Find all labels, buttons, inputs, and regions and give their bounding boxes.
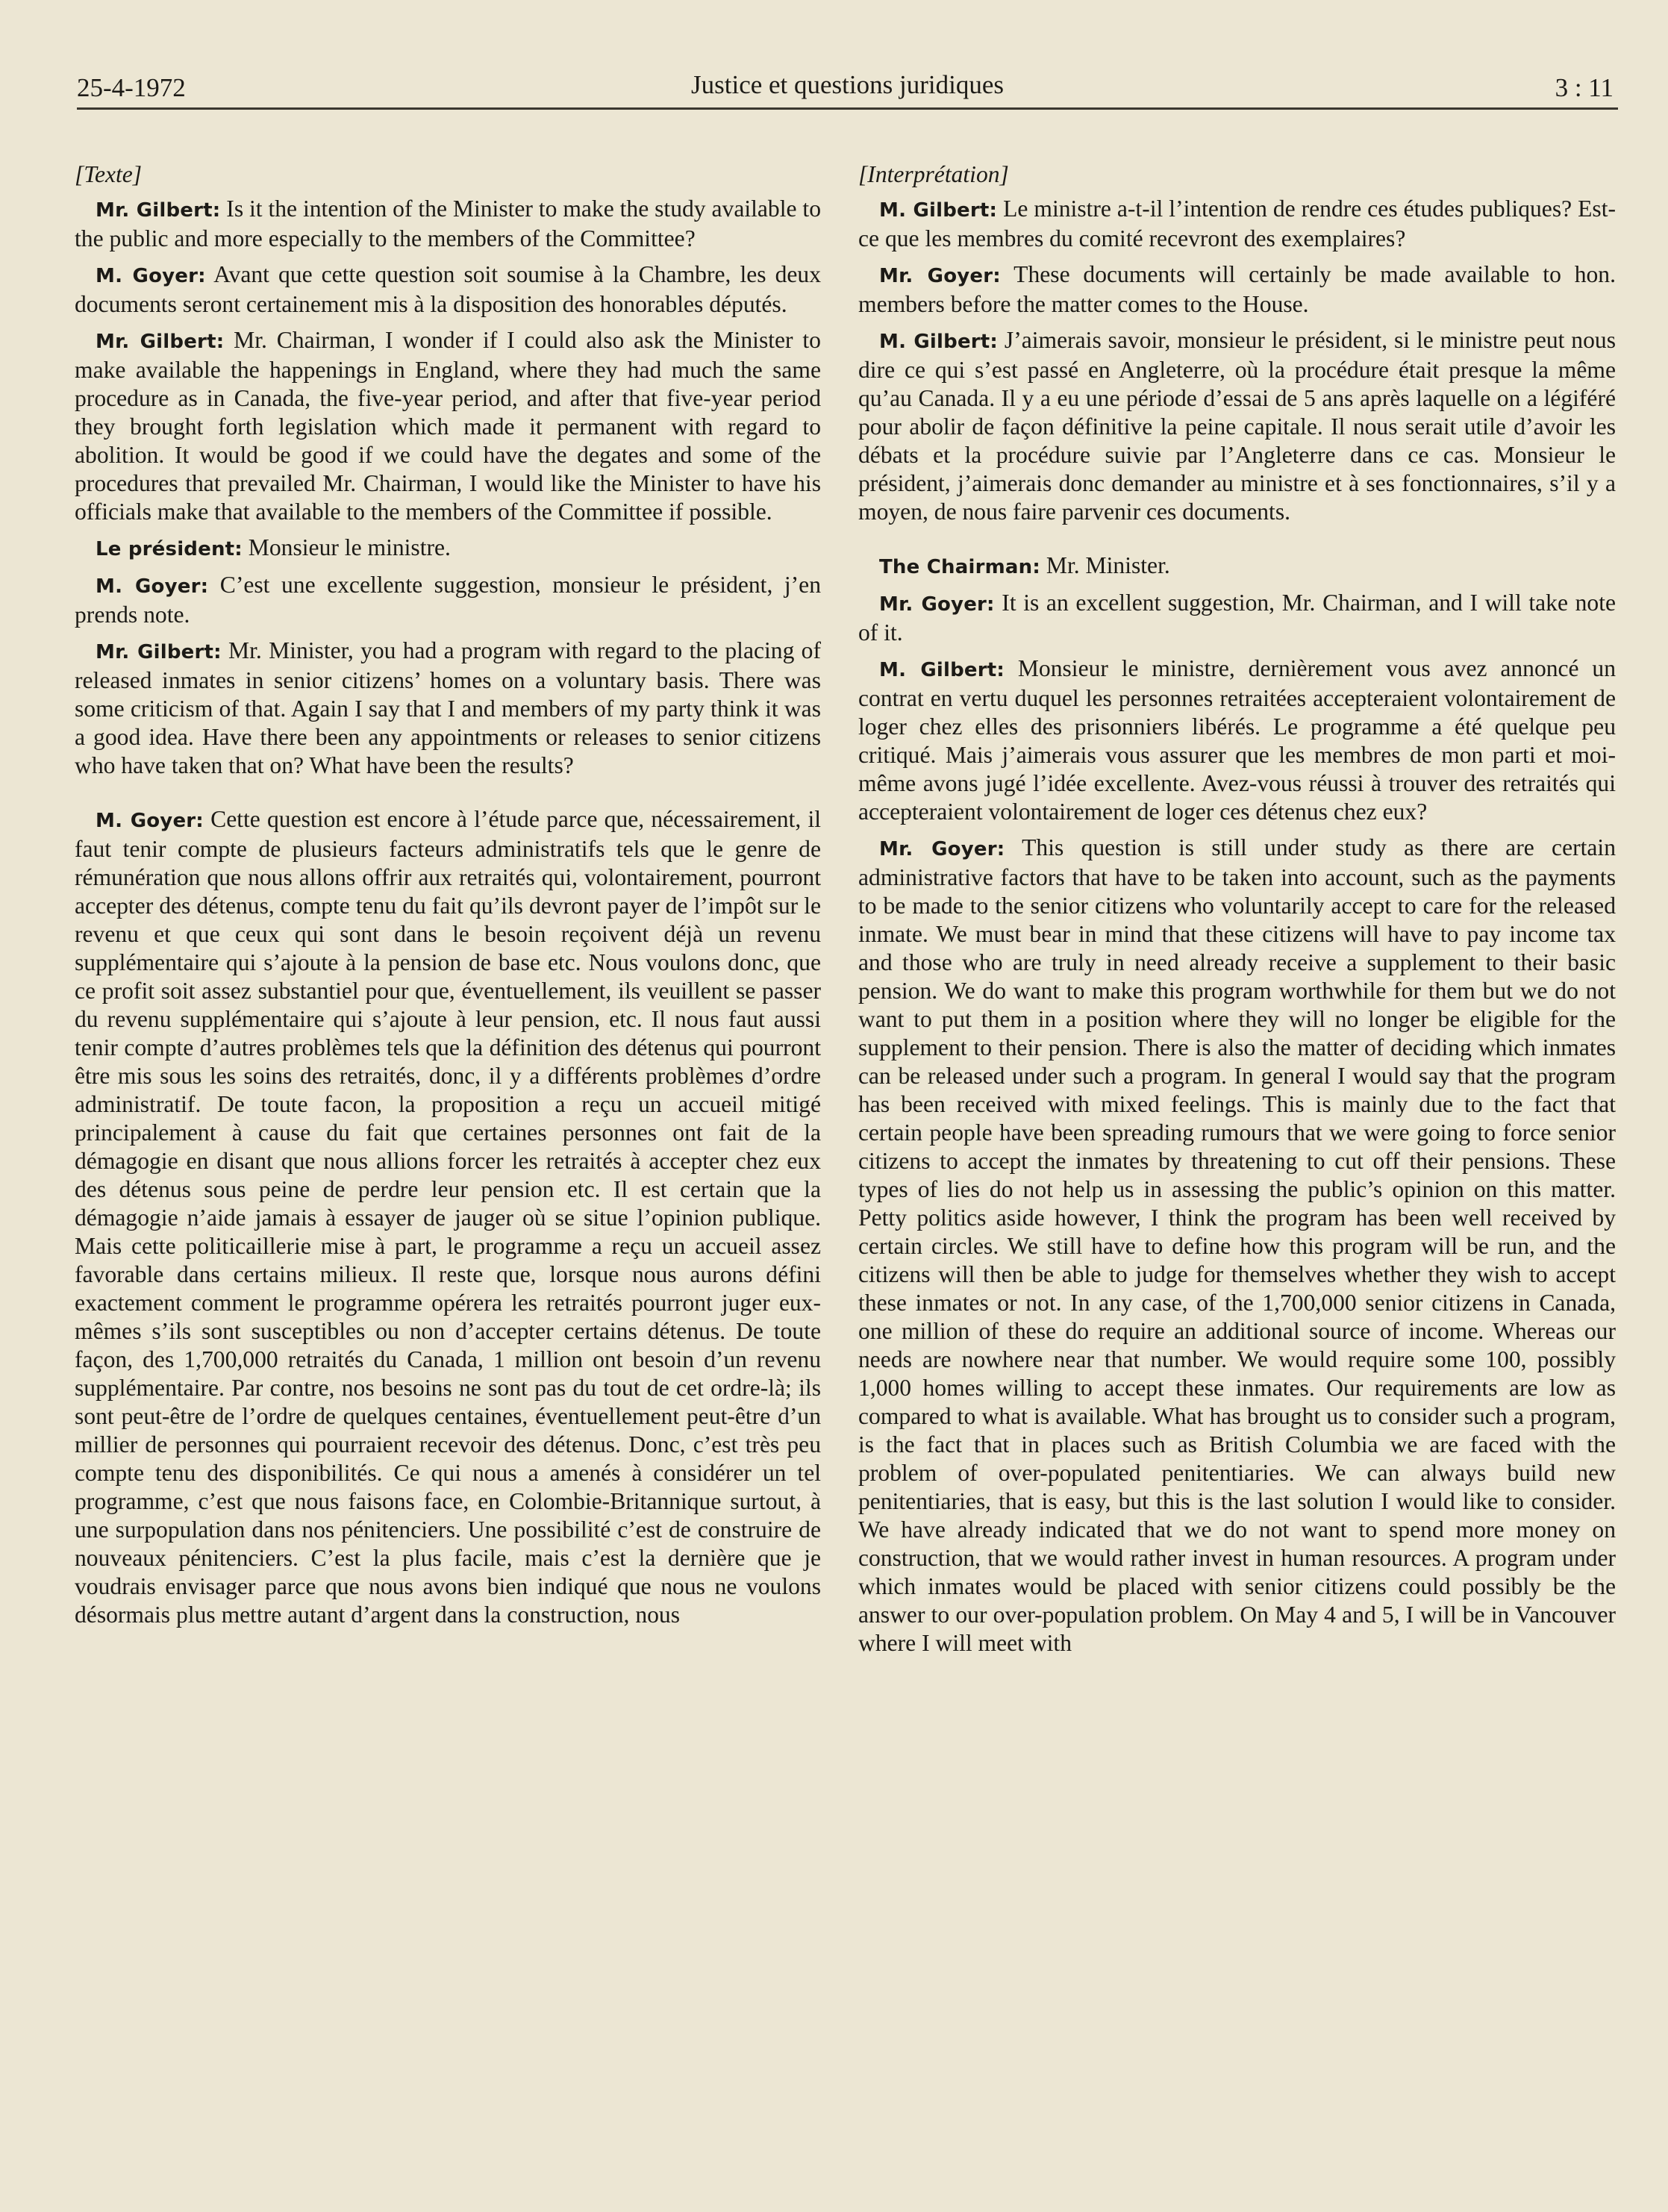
speech-text: Mr. Chairman, I wonder if I could also ask the Minister to make available the happenings in England, where they had much the same procedure as in Canada, the five-year period, and after that five-year period they brought forth legislation which made it permanent with regard to abolition. It would be good if we could have the degates and some of the procedures that prevailed Mr. Chairman, I would like the Minister to have his officials make that available to the members of the Committee if possible. xyxy=(75,327,821,525)
speaker-label: Mr. Goyer: xyxy=(879,265,1001,287)
transcript-paragraph xyxy=(858,326,1616,526)
speech-text: Mr. Minister, you had a program with regard to the placing of released inmates in senior citizens’ homes on a voluntary basis. There was some criticism of that. Again I say that I and members of my party think it was a good idea. Have there been any appointments or releases to senior citizens who have taken that on? What have been the results? xyxy=(75,637,821,778)
speaker-label: Mr. Goyer: xyxy=(879,838,1005,860)
speaker-label: Mr. Gilbert: xyxy=(96,199,221,222)
speaker-label: Mr. Goyer: xyxy=(879,593,995,616)
transcript-paragraph xyxy=(858,654,1616,826)
speaker-label: M. Goyer: xyxy=(96,265,206,287)
speech-text: Cette question est encore à l’étude parce que, nécessairement, il faut tenir compte de plusieurs facteurs administratifs tels que le genre de rémunération que nous allons offrir aux retraités qui, volontairement, pourront accepter des détenus, compte tenu du fait qu’ils devront payer de l’impôt sur le revenu et que ceux qui sont dans le besoin reçoivent déjà un revenu supplémentaire qui s’ajoute à la pension de base etc. Nous voulons donc, que ce profit soit assez substantiel pour que, éventuellement, ils veuillent se passer du revenu supplémentaire qui s’ajoute à leur pension, etc. Il nous faut aussi tenir compte d’autres problèmes tels que la définition des détenus qui pourront être mis sous les soins des retraités, donc, il y a différents problèmes d’ordre administratif. De toute facon, la proposition a reçu un accueil mitigé principalement à cause du fait que certaines personnes ont fait de la démagogie en disant que nous allions forcer les retraités à accepter chez eux des détenus sous peine de perdre leur pension etc. Il est certain que la démagogie n’aide jamais à essayer de jauger où se situe l’opinion publique. Mais cette politicaillerie mise à part, le programme a reçu un accueil assez favorable dans certains milieux. Il reste que, lorsque nous aurons défini exactement comment le programme opérera les retraités pourront juger eux-mêmes s’ils sont susceptibles ou non d’accepter certains détenus. De toute façon, des 1,700,000 retraités du Canada, 1 million ont besoin d’un revenu supplémentaire. Par contre, nos besoins ne sont pas du tout de cet ordre-là; ils sont peut-être de l’ordre de quelques centaines, éventuellement peut-être d’un millier de personnes qui pourraient recevoir des détenus. Donc, c’est très peu compte tenu des disponibilités. Ce qui nous a amenés à considérer un tel programme, c’est que nous faisons face, en Colombie-Britannique surtout, à une surpopulation dans nos pénitenciers. Une possibilité c’est de construire de nouveaux pénitenciers. C’est la plus facile, mais c’est la dernière que je voudrais envisager parce que nous avons bien indiqué que nous ne voulons désormais plus mettre autant d’argent dans la construction, nous xyxy=(75,806,822,1628)
speaker-label: M. Goyer: xyxy=(96,575,209,598)
speech-text: These documents will certainly be made available to hon. members before the matter comes to the House. xyxy=(858,261,1617,317)
speech-text: Monsieur le ministre, dernièrement vous avez annoncé un contrat en vertu duquel les personnes retraitées accepteraient volontairement de loger chez elles des prisonniers libérés. Le programme a été quelque peu critiqué. Mais j’aimerais vous assurer que les membres de mon parti et moi-même avons jugé l’idée excellente. Avez-vous réussi à trouver des retraités qui accepteraient volontairement de loger ces détenus chez eux? xyxy=(858,655,1617,825)
speaker-label: M. Goyer: xyxy=(96,810,204,832)
transcript-paragraph xyxy=(75,805,821,1629)
transcript-paragraph xyxy=(858,260,1616,319)
transcript-paragraph xyxy=(75,260,821,319)
speaker-label: M. Gilbert: xyxy=(879,199,998,222)
transcript-paragraph xyxy=(75,637,821,780)
transcript-paragraph xyxy=(858,589,1616,647)
language-tag: [Texte] xyxy=(75,161,143,187)
speech-text: Monsieur le ministre. xyxy=(248,534,451,560)
transcript-paragraph xyxy=(75,195,821,253)
transcript-paragraph xyxy=(858,195,1616,253)
transcript-paragraph xyxy=(75,534,821,563)
speech-text: Is it the intention of the Minister to make the study available to the public and more especially to the members of the Committee? xyxy=(75,196,821,251)
speech-text: Le ministre a-t-il l’intention de rendre ces études publiques? Est-ce que les membres du comité recevront des exemplaires? xyxy=(858,196,1617,251)
running-header xyxy=(77,70,1618,110)
right-column xyxy=(858,160,1616,1665)
speech-text: Avant que cette question soit soumise à la Chambre, les deux documents seront certainement mis à la disposition des honorables députés. xyxy=(75,261,821,317)
speech-text: It is an excellent suggestion, Mr. Chairman, and I will take note of it. xyxy=(858,590,1617,646)
language-tag: [Interprétation] xyxy=(858,161,1009,187)
speaker-label: The Chairman: xyxy=(879,556,1040,578)
speaker-label: Mr. Gilbert: xyxy=(96,331,225,353)
speech-text: This question is still under study as there are certain administrative factors that have to be taken into account, such as the payments to be made to the senior citizens who voluntarily accept to care for the released inmate. We must bear in mind that these citizens will have to pay income tax and those who are truly in need already receive a supplement to their basic pension. We do want to make this program worthwhile for them but we do not want to put them in a position where they will no longer be eligible for the supplement to their pension. There is also the matter of deciding which inmates can be released under such a program. In general I would say that the program has been received with mixed feelings. This is mainly due to the fact that certain people have been spreading rumours that we were going to force senior citizens to accept the inmates by threatening to cut off their pensions. These types of lies do not help us in assessing the public’s opinion on this matter. Petty politics aside however, I think the program has been well received by certain circles. We still have to define how this program will be run, and the citizens will then be able to judge for themselves whether they wish to accept these inmates or not. In any case, of the 1,700,000 senior citizens in Canada, one million of these do require an additional source of income. Whereas our needs are nowhere near that number. We would require some 100, possibly 1,000 homes willing to accept these inmates. Our requirements are low as compared to what is available. What has brought us to consider such a program, is the fact that in places such as British Columbia we are faced with the problem of over-populated penitentiaries. We can always build new penitentiaries, that is easy, but this is the last solution I would like to consider. We have already indicated that we do not want to spend more money on construction, that we would rather invest in human resources. A program under which inmates would be placed with senior citizens could possibly be the answer to our over-population problem. On May 4 and 5, I will be in Vancouver where I will meet with xyxy=(858,834,1616,1656)
header-title: Justice et questions juridiques xyxy=(691,70,1004,99)
speech-text: Mr. Minister. xyxy=(1046,552,1170,578)
header-date: 25-4-1972 xyxy=(77,73,186,102)
speech-text: C’est une excellente suggestion, monsieur le président, j’en prends note. xyxy=(75,572,821,628)
header-page-number: 3 : 11 xyxy=(1555,73,1614,102)
speaker-label: M. Gilbert: xyxy=(879,659,1005,681)
speech-text: J’aimerais savoir, monsieur le président, si le ministre peut nous dire ce qui s’est passé en Angleterre, où la procédure était presque la même qu’au Canada. Il y a eu une période d’essai de 5 ans après laquelle on a légiféré pour abolir de façon définitive la peine capitale. Il nous serait utile d’avoir les débats et la procédure suivie par l’Angleterre dans ce cas. Monsieur le président, j’aimerais donc demander au ministre et à ses fonctionnaires, s’il y a moyen, de nous faire parvenir ces documents. xyxy=(858,327,1616,525)
speaker-label: Mr. Gilbert: xyxy=(96,641,222,663)
transcript-paragraph xyxy=(858,552,1616,581)
transcript-paragraph xyxy=(858,834,1616,1658)
left-column xyxy=(75,160,821,1637)
transcript-paragraph xyxy=(75,571,821,629)
speaker-label: Le président: xyxy=(96,538,243,560)
transcript-paragraph xyxy=(75,326,821,526)
speaker-label: M. Gilbert: xyxy=(879,331,999,353)
